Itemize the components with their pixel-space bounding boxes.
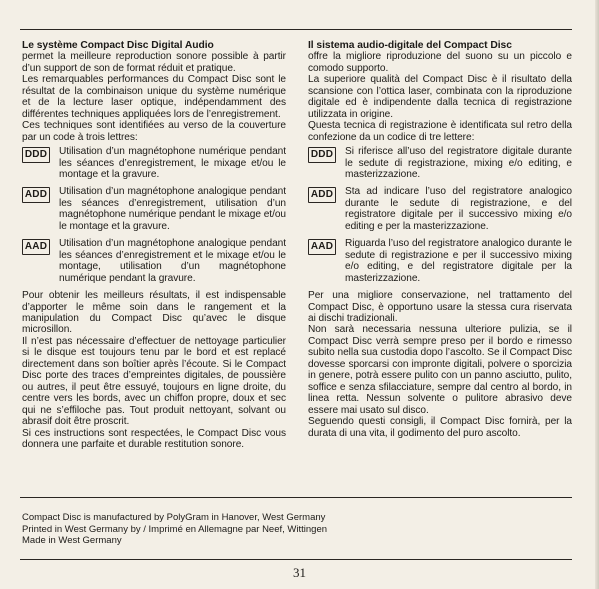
code-badge-aad: AAD	[308, 239, 336, 255]
code-badge-aad: AAD	[22, 239, 50, 255]
french-paragraph-storage: Pour obtenir les meilleurs résultats, il est indispensable d’apporter le même soin dans le rangement et la manipulation du Compact Disc qu’avec le disque microsillon.	[22, 290, 286, 336]
code-badge-ddd: DDD	[22, 147, 50, 163]
italian-title: Il sistema audio-digitale del Compact Disc	[308, 40, 512, 51]
italian-paragraph-quality: La superiore qualità del Compact Disc è il risultato della scansione con l’ottica laser, combinata con la riproduzione digitale ed è indipendente dalla tecnica di registrazione utilizzata in origine.	[308, 74, 572, 120]
code-description: Utilisation d’un magnétophone numérique pendant les séances d’enregistrement, le mixage et/ou le montage et la gravure.	[59, 146, 286, 180]
footer-line-manufacturer: Compact Disc is manufactured by PolyGram in Hanover, West Germany	[22, 512, 326, 523]
italian-code-ddd	[308, 146, 572, 180]
italian-code-aad	[308, 238, 572, 284]
italian-paragraph-storage: Per una migliore conservazione, nel trattamento del Compact Disc, è opportuno usare la stessa cura riservata ai dischi tradizionali.	[308, 290, 572, 324]
italian-column	[308, 40, 572, 439]
french-paragraph-cleaning: Il n’est pas nécessaire d’effectuer de nettoyage particulier si le disque est toujours tenu par le bord et est replacé directement dans son boîtier après l’écoute. Si le Compact Disc porte des traces d’empreintes digitales, de poussière ou autres, il peut être essuyé, toujours en ligne droite, du centre vers les bords, avec un chiffon propre, doux et sec qui ne s’effiloche pas. Tout produit nettoyant, solvant ou abrasif doit être proscrit.	[22, 335, 286, 428]
code-badge-add: ADD	[308, 187, 336, 203]
french-code-add	[22, 186, 286, 232]
code-description: Sta ad indicare l’uso del registratore analogico durante le sedute di registrazione, e del registratore digitale per il successivo mixing e/o editing e per la masterizzazione.	[345, 186, 572, 232]
french-title: Le système Compact Disc Digital Audio	[22, 40, 214, 51]
italian-paragraph-cleaning: Non sarà necessaria nessuna ulteriore pulizia, se il Compact Disc verrà sempre preso per il bordo e rimesso subito nella sua custodia dopo l’ascolto. Se il Compact Disc dovesse sporcarsi con impronte digitali, polvere o sporcizia in genere, potrà essere pulito con un panno asciutto, pulito, soffice e senza sfilacciature, sempre dal centro al bordo, in linea retta. Nessun solvente o pulitore abrasivo deve essere mai usato sul disco.	[308, 324, 572, 416]
footer-rule	[20, 497, 572, 498]
italian-code-add	[308, 186, 572, 232]
code-description: Si riferisce all’uso del registratore digitale durante le sedute di registrazione, mixing e/o editing, e masterizzazione.	[345, 146, 572, 180]
french-paragraph-conclusion: Si ces instructions sont respectées, le Compact Disc vous donnera une parfaite et durable restitution sonore.	[22, 427, 286, 450]
french-paragraph-codes-intro: Ces techniques sont identifiées au verso de la couverture par un code à trois lettres:	[22, 120, 286, 143]
code-badge-add: ADD	[22, 187, 50, 203]
french-code-ddd	[22, 146, 286, 180]
page-number: 31	[293, 565, 306, 580]
italian-intro: offre la migliore riproduzione del suono su un piccolo e comodo supporto.	[308, 51, 572, 74]
code-badge-ddd: DDD	[308, 147, 336, 163]
french-column	[22, 40, 286, 450]
footer-line-origin: Made in West Germany	[22, 535, 122, 547]
french-code-aad	[22, 238, 286, 284]
bottom-rule	[20, 559, 572, 560]
italian-paragraph-codes-intro: Questa tecnica di registrazione è identificata sul retro della confezione da un codice di tre lettere:	[308, 120, 572, 143]
french-intro: permet la meilleure reproduction sonore possible à partir d’un support de son de format réduit et pratique.	[22, 51, 286, 74]
french-paragraph-performance: Les remarquables performances du Compact Disc sont le résultat de la combinaison unique du système numérique et de la lecture laser optique, indépendamment des différentes techniques appliquées lors de l’enregistrement.	[22, 74, 286, 120]
code-description: Riguarda l’uso del registratore analogico durante le sedute di registrazione e per il successivo mixing e/o editing, e del registratore digitale per la masterizzazione.	[345, 238, 572, 284]
top-rule	[20, 29, 572, 30]
footer-credits	[22, 512, 327, 547]
code-description: Utilisation d’un magnétophone analogique pendant les séances d’enregistrement, utilisation d’un magnétophone numérique pendant le mixage et/ou le montage et la gravure.	[59, 186, 286, 232]
code-description: Utilisation d’un magnétophone analogique pendant les séances d’enregistrement et le mixage et/ou le montage, utilisation d’un magnétophone numérique pendant la gravure.	[59, 238, 286, 284]
footer-line-printer: Printed in West Germany by / Imprimé en Allemagne par Neef, Wittingen	[22, 523, 328, 535]
page-edge-shadow	[595, 0, 599, 589]
italian-paragraph-conclusion: Seguendo questi consigli, il Compact Disc fornirà, per la durata di una vita, il godimento del puro ascolto.	[308, 416, 572, 439]
